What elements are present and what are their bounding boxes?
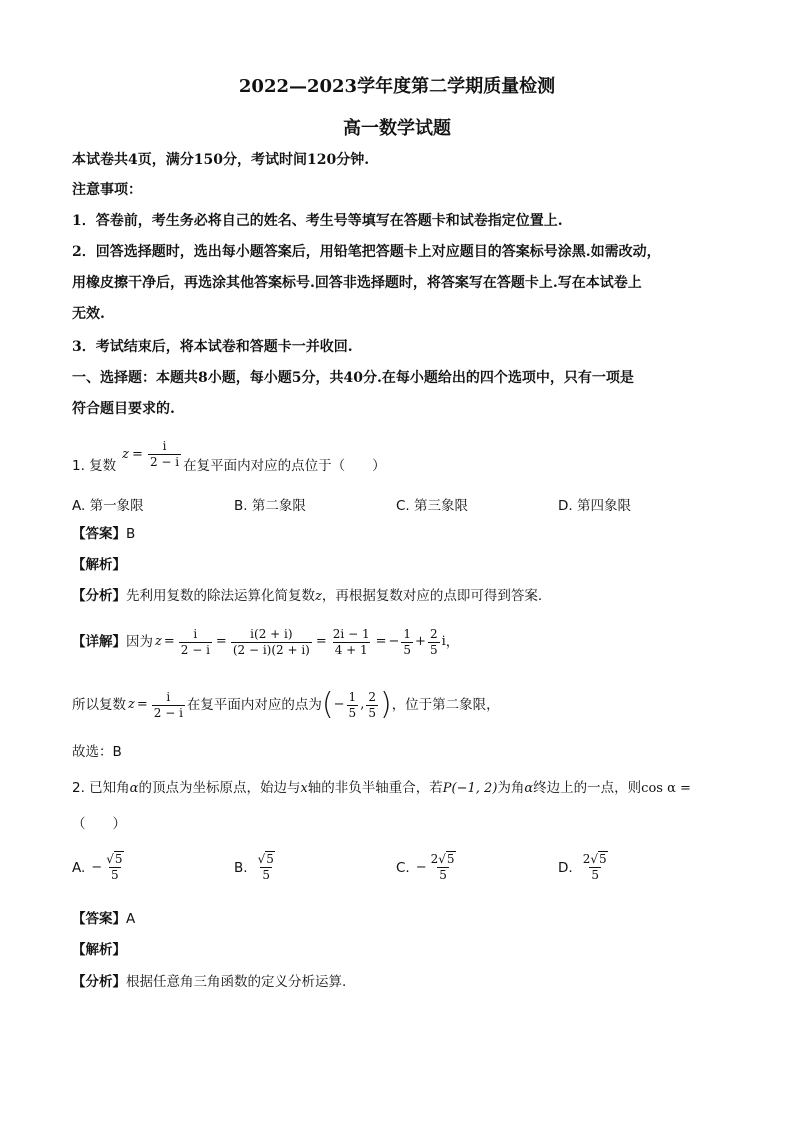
q1-conclusion — [72, 685, 500, 725]
detail-plus: + — [415, 634, 426, 649]
so-point-x — [347, 690, 359, 721]
detail-frac-5 — [428, 627, 440, 658]
so-frac — [152, 690, 185, 721]
exam-subtitle: 高一数学试题 — [343, 118, 451, 139]
detail-frac-4 — [401, 627, 413, 658]
detail-eq-1: = — [163, 634, 175, 649]
q1-option-a: A. 第一象限 — [72, 498, 144, 514]
q2-answer — [72, 909, 135, 929]
detail-end: ， — [445, 634, 460, 650]
q2-option-c-label: C. — [396, 859, 410, 876]
q2-option-d-rad: 5 — [598, 852, 607, 866]
q1-fenxi-text-a: 先利用复数的除法运算化简复数 — [126, 588, 315, 604]
so-rparen: ) — [379, 687, 392, 722]
q2-option-c-coef: 2 — [430, 852, 439, 866]
so-point-x-num: 1 — [348, 689, 357, 704]
q1-detail-label: 【详解】 — [72, 634, 126, 650]
q2-fenxi-label: 【分析】 — [72, 974, 126, 990]
q1-num: i — [162, 439, 167, 453]
q2-stem-b: 的顶点为坐标原点，始边与 — [138, 780, 301, 796]
q1-answer-label: 【答案】 — [72, 526, 126, 542]
q2-option-b-label: B. — [234, 859, 248, 876]
so-mid: 在复平面内对应的点为 — [186, 697, 322, 713]
so-point-y-num: 2 — [368, 689, 376, 704]
note-2c: 无效. — [72, 306, 105, 322]
so-minus: − — [333, 697, 345, 712]
q2-option-c-sign: − — [415, 860, 427, 875]
detail-frac-4-num: 1 — [403, 626, 412, 641]
q1-choose: 故选：B — [72, 744, 122, 760]
note-1: 1．答卷前，考生务必将自己的姓名、考生号等填写在答题卡和试卷指定位置上. — [72, 213, 563, 229]
sqrt-icon: √5 — [590, 852, 607, 866]
q1-fenxi-label: 【分析】 — [72, 588, 126, 604]
q2-option-b — [234, 852, 279, 883]
detail-eq-4: = — [375, 634, 387, 649]
q2-option-a-sign: − — [91, 860, 103, 875]
note-3: 3．考试结束后，将本试卷和答题卡一并收回. — [72, 339, 353, 355]
q1-option-d: D. 第四象限 — [558, 498, 631, 514]
q2-option-a-rad: 5 — [114, 852, 123, 866]
notes-title: 注意事项： — [72, 182, 142, 198]
q2-option-b-rad: 5 — [266, 852, 274, 866]
detail-frac-3-num: 2i − 1 — [332, 626, 370, 641]
q1-eq: = — [132, 446, 143, 462]
q2-option-d-label: D. — [558, 859, 573, 876]
so-point-y — [366, 690, 378, 721]
sqrt-icon: √5 — [438, 852, 455, 866]
detail-frac-2-num: i(2 + i) — [250, 626, 293, 641]
so-eq: = — [136, 697, 148, 712]
detail-frac-1 — [179, 627, 212, 658]
q2-blank: （ ） — [72, 816, 126, 832]
detail-minus: − — [388, 634, 400, 649]
q1-prefix: 1. 复数 — [72, 458, 117, 474]
q2-point: P(−1, 2) — [442, 781, 498, 796]
q2-option-a-label: A. — [72, 859, 86, 876]
exam-title: 2022—2023学年度第二学期质量检测 — [238, 76, 556, 97]
intro-line: 本试卷共4页，满分150分，考试时间120分钟. — [72, 152, 370, 168]
q2-option-c-den: 5 — [439, 868, 447, 882]
so-frac-den: 2 − i — [153, 705, 183, 720]
question-2 — [72, 778, 691, 799]
q2-alpha-2: α — [524, 781, 534, 796]
q1-detail — [72, 622, 459, 662]
q2-fenxi-text: 根据任意角三角函数的定义分析运算. — [126, 974, 347, 990]
q2-option-d-coef: 2 — [582, 852, 591, 866]
q2-option-c-frac — [429, 852, 458, 883]
q1-suffix: 在复平面内对应的点位于（ ） — [183, 458, 386, 474]
q1-option-c: C. 第三象限 — [396, 498, 469, 514]
sqrt-icon: √5 — [257, 852, 274, 866]
q2-option-d — [558, 852, 612, 883]
q2-answer-label: 【答案】 — [72, 911, 126, 927]
q2-option-b-den: 5 — [262, 868, 271, 882]
q1-answer — [72, 524, 135, 544]
detail-frac-4-den: 5 — [403, 642, 412, 657]
q2-stem-d: 为角 — [497, 780, 525, 796]
sqrt-icon: √5 — [106, 852, 123, 866]
q2-stem-e: 终边上的一点，则 — [533, 780, 642, 796]
section-heading-a: 一、选择题：本题共8小题，每小题5分，共40分.在每小题给出的四个选项中，只有一项是 — [72, 370, 634, 386]
detail-eq-3: = — [315, 634, 327, 649]
detail-eq-2: = — [215, 634, 227, 649]
so-prefix: 所以复数 — [72, 697, 126, 713]
q2-option-c — [396, 852, 460, 883]
q2-option-d-frac — [581, 852, 610, 883]
q1-analysis-label: 【解析】 — [72, 557, 126, 573]
q1-den: 2 − i — [149, 455, 180, 469]
so-lparen: ( — [321, 687, 334, 722]
so-suffix: ，位于第二象限， — [391, 697, 500, 713]
detail-frac-2-den: (2 − i)(2 + i) — [232, 642, 310, 657]
so-point-y-den: 5 — [368, 705, 376, 720]
q1-fenxi — [72, 586, 542, 607]
q1-fenxi-var: z — [315, 589, 322, 604]
detail-frac-3 — [331, 627, 372, 658]
detail-frac-5-den: 5 — [429, 642, 438, 657]
detail-frac-2 — [231, 627, 312, 658]
note-2b: 用橡皮擦干净后，再选涂其他答案标号.回答非选择题时，将答案写在答题卡上.写在本试卷上 — [72, 275, 642, 291]
q1-answer-value: B — [126, 526, 136, 542]
note-2a: 2．回答选择题时，选出每小题答案后，用铅笔把答题卡上对应题目的答案标号涂黑.如需改动， — [72, 244, 661, 260]
q2-stem-c: 轴的非负半轴重合，若 — [307, 780, 443, 796]
detail-frac-5-num: 2 — [429, 626, 438, 641]
q2-option-a-den: 5 — [111, 868, 119, 882]
q2-alpha-1: α — [129, 781, 139, 796]
q2-cos: cos α = — [641, 781, 691, 796]
q1-fraction — [148, 439, 181, 470]
q2-option-a-frac — [104, 852, 125, 883]
q2-option-b-frac — [256, 852, 277, 883]
detail-i-unit: i — [441, 634, 446, 649]
q1-option-b: B. 第二象限 — [234, 498, 306, 514]
detail-frac-1-num: i — [193, 626, 198, 641]
q2-analysis-label: 【解析】 — [72, 942, 126, 958]
so-var-z: z — [128, 697, 135, 712]
q1-var-z: z — [122, 446, 130, 462]
q2-option-c-rad: 5 — [446, 852, 455, 866]
section-heading-b: 符合题目要求的. — [72, 401, 175, 417]
q2-option-d-den: 5 — [591, 868, 599, 882]
so-comma: , — [360, 697, 365, 712]
q1-detail-prefix: 因为 — [126, 634, 153, 650]
so-frac-num: i — [166, 689, 171, 704]
q2-stem-a: 2. 已知角 — [72, 780, 130, 796]
detail-var-z: z — [155, 634, 162, 649]
so-point-x-den: 5 — [348, 705, 357, 720]
question-1 — [72, 440, 386, 476]
q2-fenxi — [72, 972, 346, 992]
q2-x: x — [300, 781, 308, 796]
q2-option-a — [72, 852, 128, 883]
detail-frac-3-den: 4 + 1 — [334, 642, 368, 657]
detail-frac-1-den: 2 − i — [180, 642, 210, 657]
q1-fenxi-text-b: ，再根据复数对应的点即可得到答案. — [321, 588, 543, 604]
q2-answer-value: A — [126, 911, 136, 927]
